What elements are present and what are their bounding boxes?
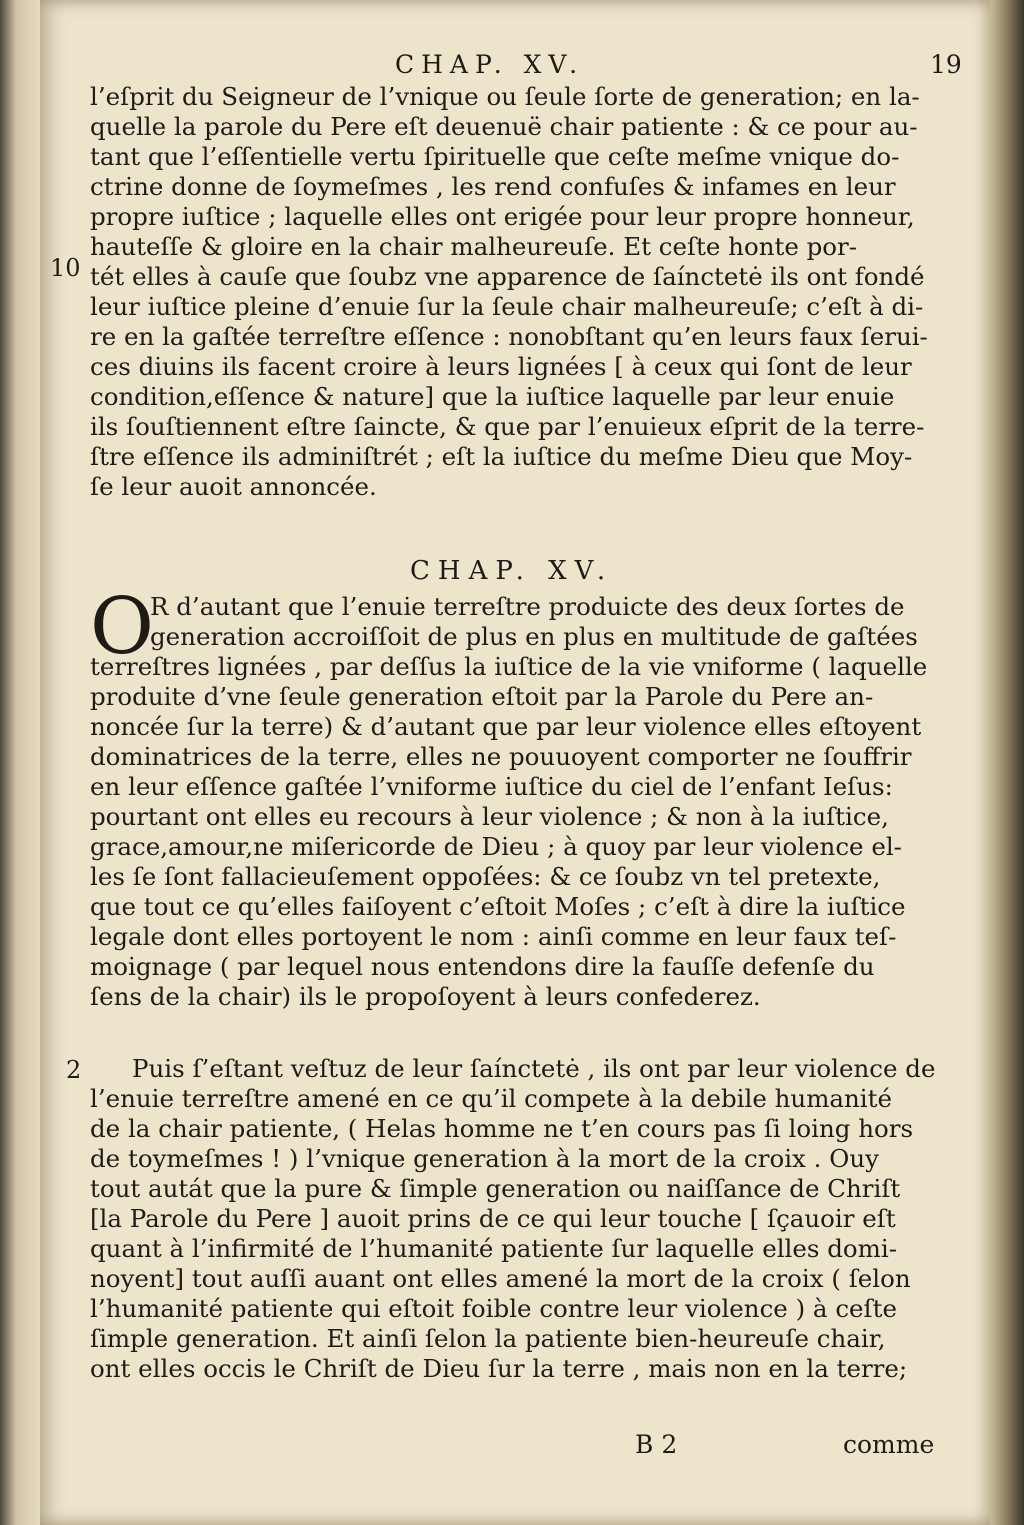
text-line: noyent] tout auſſi auant ont elles amené la mort de la croix ( ſelon [90, 1264, 911, 1293]
text-line: dominatrices de la terre, elles ne pouuoyent comporter ne ſouffrir [90, 742, 912, 771]
text-line: de la chair patiente, ( Helas homme ne t’en cours pas ſi loing hors [90, 1114, 914, 1143]
text-line: ſe leur auoit annoncée. [90, 472, 377, 501]
paragraph-2-body [90, 1084, 960, 1384]
text-line: noncée ſur la terre) & d’autant que par leur violence elles eſtoyent [90, 712, 922, 741]
page-edge-shadow [990, 0, 1024, 1525]
text-line: de toymeſmes ! ) l’vnique generation à la mort de la croix . Ouy [90, 1144, 879, 1173]
text-line: ctrine donne de ſoymeſmes , les rend confuſes & infames en leur [90, 172, 896, 201]
text-line: tét elles à cauſe que ſoubz vne apparence de ſaínctetė ils ont fondé [90, 262, 925, 291]
text-line: [la Parole du Pere ] auoit prins de ce qui leur touche [ ſçauoir eſt [90, 1204, 896, 1233]
signature-mark: B 2 [635, 1430, 678, 1459]
text-line: quant à l’infirmité de l’humanité patiente ſur laquelle elles domi- [90, 1234, 898, 1263]
text-line: l’eſprit du Seigneur de l’vnique ou ſeule ſorte de generation; en la- [90, 82, 920, 111]
text-line: que tout ce qu’elles faiſoyent c’eſtoit Moſes ; c’eſt à dire la iuſtice [90, 892, 906, 921]
text-line: legale dont elles portoyent le nom : ainſi comme en leur faux teſ- [90, 922, 897, 951]
text-line: condition,eſſence & nature] que la iuſtice laquelle par leur enuie [90, 382, 895, 411]
margin-verse-number-10: 10 [50, 254, 81, 282]
paragraph-1-body [90, 652, 960, 1012]
text-line: en leur eſſence gaſtée l’vniforme iuſtice du ciel de l’enfant Ieſus: [90, 772, 893, 801]
text-line: quelle la parole du Pere eſt deuenuë chair patiente : & ce pour au- [90, 112, 918, 141]
text-line: produite d’vne ſeule generation eſtoit par la Parole du Pere an- [90, 682, 874, 711]
text-block-continuation [90, 82, 960, 502]
text-line: generation accroiſſoit de plus en plus en multitude de gaſtées [150, 622, 918, 651]
text-line: leur iuſtice pleine d’enuie ſur la ſeule chair malheureuſe; c’eſt à di- [90, 292, 924, 321]
catchword: comme [843, 1430, 935, 1459]
text-line: moignage ( par lequel nous entendons dire la fauſſe defenſe du [90, 952, 875, 981]
paragraph-2-first-line [132, 1054, 960, 1084]
text-line: l’humanité patiente qui eſtoit foible contre leur violence ) à ceſte [90, 1294, 897, 1323]
text-line: hauteſſe & gloire en la chair malheureuſe. Et ceſte honte por- [90, 232, 858, 261]
text-line: tout autát que la pure & ſimple generation ou naiſſance de Chriſt [90, 1174, 901, 1203]
paragraph-1-first-lines [150, 592, 960, 652]
text-line: ſimple generation. Et ainſi ſelon la patiente bien-heureuſe chair, [90, 1324, 886, 1353]
text-line: Puis ſ’eſtant veſtuz de leur ſaínctetė , ils ont par leur violence de [132, 1054, 936, 1083]
text-line: grace,amour,ne miſericorde de Dieu ; à quoy par leur violence el- [90, 832, 902, 861]
text-line: ſtre eſſence ils adminiſtrét ; eſt la iuſtice du meſme Dieu que Moy- [90, 442, 913, 471]
text-line: R d’autant que l’enuie terreſtre produicte des deux ſortes de [150, 592, 905, 621]
drop-cap: O [90, 582, 154, 672]
text-line: ſens de la chair) ils le propoſoyent à leurs confederez. [90, 982, 761, 1011]
chapter-heading: CHAP. XV. [410, 556, 614, 586]
margin-verse-number-2: 2 [66, 1056, 82, 1084]
text-line: ont elles occis le Chriſt de Dieu ſur la terre , mais non en la terre; [90, 1354, 908, 1383]
text-line: l’enuie terreſtre amené en ce qu’il compete à la debile humanité [90, 1084, 892, 1113]
running-head: CHAP. XV. [395, 50, 585, 79]
text-line: pourtant ont elles eu recours à leur violence ; & non à la iuſtice, [90, 802, 889, 831]
page-number: 19 [930, 50, 962, 79]
text-line: re en la gaſtée terreſtre eſſence : nonobſtant qu’en leurs faux ſerui- [90, 322, 928, 351]
text-line: tant que l’eſſentielle vertu ſpirituelle que ceſte meſme vnique do- [90, 142, 900, 171]
facing-page-edge [0, 0, 40, 1525]
text-line: les ſe ſont fallacieuſement oppoſées: & ce ſoubz vn tel pretexte, [90, 862, 881, 891]
text-line: ils ſouſtiennent eſtre ſaincte, & que par l’enuieux eſprit de la terre- [90, 412, 925, 441]
text-line: terreſtres lignées , par deſſus la iuſtice de la vie vniforme ( laquelle [90, 652, 928, 681]
text-line: propre iuſtice ; laquelle elles ont erigée pour leur propre honneur, [90, 202, 915, 231]
text-line: ces diuins ils facent croire à leurs lignées [ à ceux qui ſont de leur [90, 352, 912, 381]
